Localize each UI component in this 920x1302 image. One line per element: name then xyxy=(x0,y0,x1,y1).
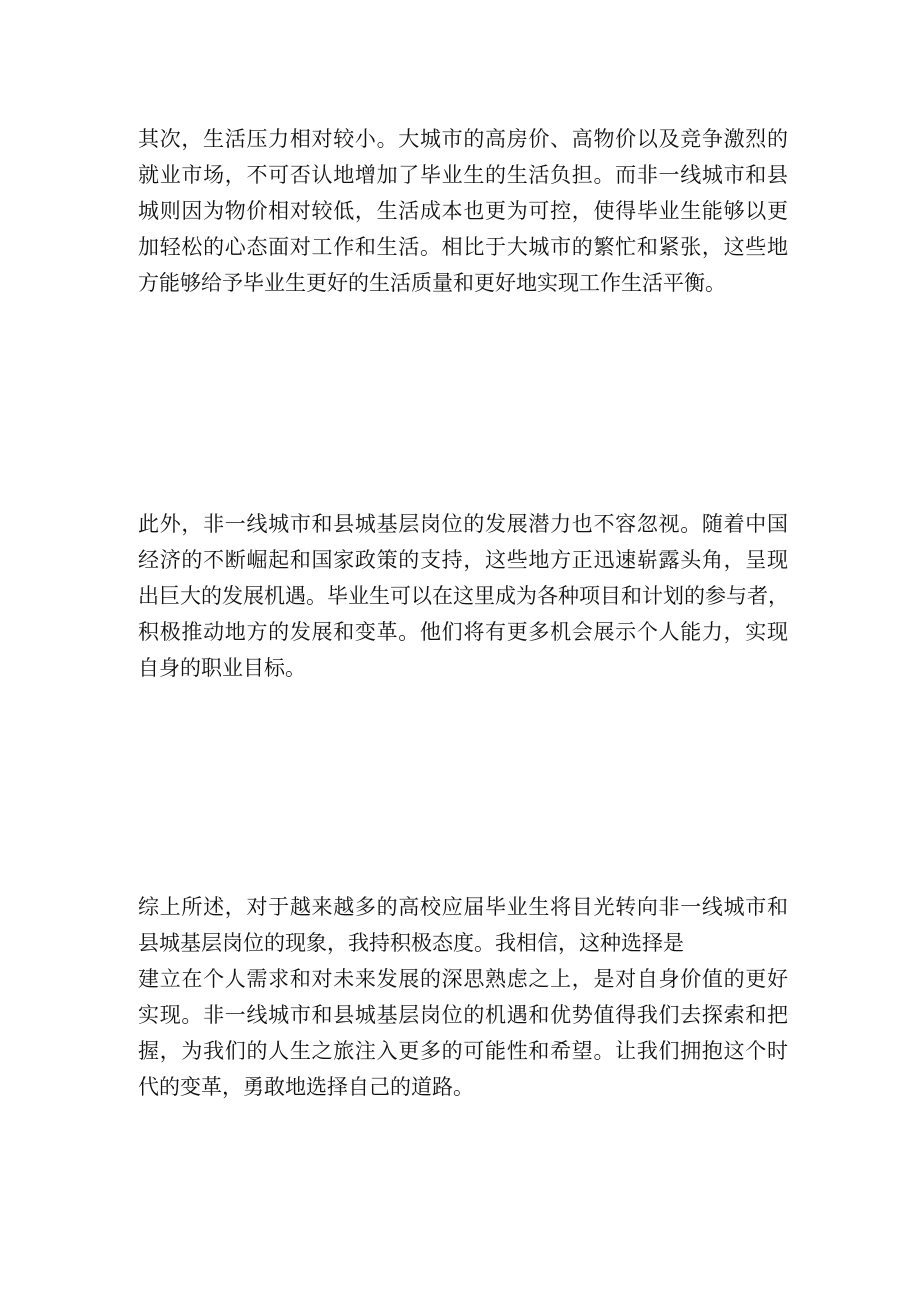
paragraph-line: 此外，非一线城市和县城基层岗位的发展潜力也不容忽视。随着中国 xyxy=(138,512,788,536)
paragraph-living-pressure xyxy=(138,121,788,301)
paragraph-line: 出巨大的发展机遇。毕业生可以在这里成为各种项目和计划的参与者， xyxy=(138,584,789,608)
paragraph-conclusion xyxy=(138,889,788,1105)
paragraph-line: 方能够给予毕业生更好的生活质量和更好地实现工作生活平衡。 xyxy=(138,271,726,295)
paragraph-line: 城则因为物价相对较低，生活成本也更为可控，使得毕业生能够以更 xyxy=(138,199,788,223)
paragraph-line: 代的变革，勇敢地选择自己的道路。 xyxy=(138,1075,474,1099)
paragraph-line: 积极推动地方的发展和变革。他们将有更多机会展示个人能力，实现 xyxy=(138,620,788,644)
paragraph-development-potential xyxy=(138,506,788,686)
paragraph-line: 自身的职业目标。 xyxy=(138,656,306,680)
paragraph-line: 就业市场，不可否认地增加了毕业生的生活负担。而非一线城市和县 xyxy=(138,163,788,187)
paragraph-line: 其次，生活压力相对较小。大城市的高房价、高物价以及竞争激烈的 xyxy=(138,127,788,151)
paragraph-line: 握，为我们的人生之旅注入更多的可能性和希望。让我们拥抱这个时 xyxy=(138,1039,788,1063)
paragraph-line: 县城基层岗位的现象，我持积极态度。我相信，这种选择是 xyxy=(138,931,684,955)
paragraph-line: 建立在个人需求和对未来发展的深思熟虑之上，是对自身价值的更好 xyxy=(138,967,788,991)
paragraph-line: 综上所述，对于越来越多的高校应届毕业生将目光转向非一线城市和 xyxy=(138,895,788,919)
paragraph-line: 经济的不断崛起和国家政策的支持，这些地方正迅速崭露头角，呈现 xyxy=(138,548,788,572)
paragraph-line: 实现。非一线城市和县城基层岗位的机遇和优势值得我们去探索和把 xyxy=(138,1003,788,1027)
paragraph-line: 加轻松的心态面对工作和生活。相比于大城市的繁忙和紧张，这些地 xyxy=(138,235,788,259)
